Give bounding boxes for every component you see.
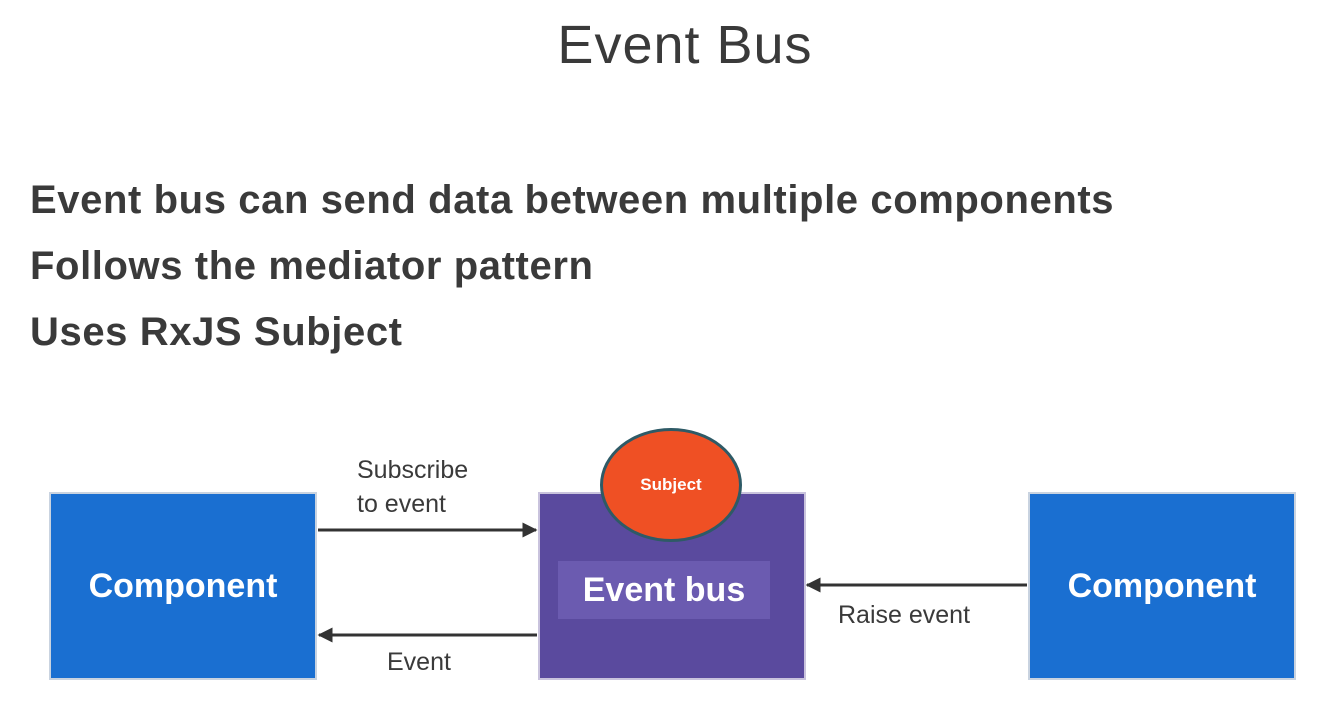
component-right-label: Component (1067, 566, 1257, 605)
bullet-item: Uses RxJS Subject (30, 310, 403, 354)
subject-label: Subject (640, 475, 702, 494)
subscribe-label-line1: Subscribe (357, 456, 469, 484)
bullet-item: Follows the mediator pattern (30, 244, 594, 288)
slide-title: Event Bus (557, 15, 813, 75)
subscribe-label-line2: to event (357, 490, 446, 518)
component-left-box (49, 492, 317, 680)
subject-circle (600, 428, 742, 542)
event-bus-label: Event bus (558, 561, 770, 619)
raise-event-label: Raise event (838, 601, 971, 629)
component-left-label: Component (88, 566, 278, 605)
event-label: Event (387, 648, 451, 676)
subscribe-label (357, 453, 468, 521)
component-right-box (1028, 492, 1296, 680)
bullet-list (30, 172, 1114, 370)
bullet-item: Event bus can send data between multiple components (30, 178, 1115, 222)
